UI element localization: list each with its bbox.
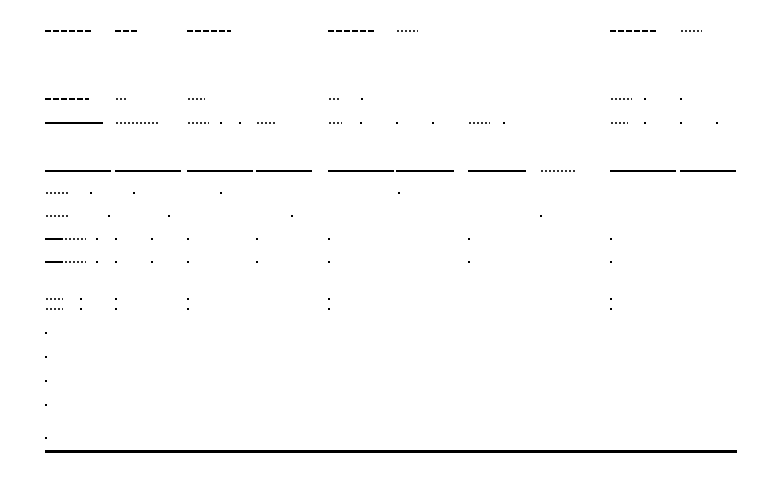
body-mark <box>108 215 110 217</box>
divider-segment <box>187 170 253 172</box>
header-mark <box>503 122 505 124</box>
header-cell <box>396 30 418 32</box>
header-cell <box>45 122 103 124</box>
header-mark <box>396 122 398 124</box>
divider-segment <box>45 170 111 172</box>
body-cell <box>45 192 69 194</box>
divider-segment <box>396 170 454 172</box>
body-cell <box>64 261 86 263</box>
body-mark <box>168 215 170 217</box>
header-cell <box>680 30 702 32</box>
body-mark <box>610 308 612 310</box>
header-mark <box>361 98 363 100</box>
body-mark <box>133 192 135 194</box>
body-mark <box>328 308 330 310</box>
body-mark <box>115 238 117 240</box>
header-cell <box>610 122 628 124</box>
header-cell <box>328 122 342 124</box>
header-cell <box>45 30 93 32</box>
divider-segment <box>115 170 181 172</box>
body-cell <box>64 238 86 240</box>
header-cell <box>328 30 374 32</box>
header-mark <box>220 122 222 124</box>
divider-segment <box>540 170 576 172</box>
body-mark <box>80 308 82 310</box>
body-mark <box>187 261 189 263</box>
header-mark <box>432 122 434 124</box>
body-row-8 <box>45 356 47 358</box>
body-mark <box>151 238 153 240</box>
header-mark <box>680 98 682 100</box>
body-mark <box>468 238 470 240</box>
body-mark <box>540 215 542 217</box>
body-cell <box>45 238 63 240</box>
header-cell <box>610 30 658 32</box>
header-cell <box>468 122 490 124</box>
body-mark <box>115 298 117 300</box>
body-mark <box>90 192 92 194</box>
header-cell <box>115 30 139 32</box>
body-mark <box>610 238 612 240</box>
header-mark <box>644 122 646 124</box>
body-mark <box>151 261 153 263</box>
body-row-7 <box>45 332 47 334</box>
body-mark <box>187 298 189 300</box>
header-cell <box>187 30 231 32</box>
body-mark <box>610 298 612 300</box>
header-cell <box>187 98 205 100</box>
divider-segment <box>328 170 394 172</box>
body-mark <box>256 261 258 263</box>
body-mark <box>328 261 330 263</box>
header-cell <box>256 122 276 124</box>
body-row-11 <box>45 437 47 439</box>
header-mark <box>239 122 241 124</box>
body-mark <box>96 261 98 263</box>
body-mark <box>115 261 117 263</box>
body-cell <box>45 308 63 310</box>
body-mark <box>115 308 117 310</box>
body-mark <box>80 298 82 300</box>
header-mark <box>716 122 718 124</box>
body-cell <box>45 215 69 217</box>
divider-segment <box>468 170 526 172</box>
body-mark <box>291 215 293 217</box>
header-mark <box>680 122 682 124</box>
body-row-10 <box>45 404 47 406</box>
divider-segment <box>256 170 312 172</box>
header-mark <box>360 122 362 124</box>
body-mark <box>187 308 189 310</box>
divider-segment <box>680 170 736 172</box>
header-cell <box>187 122 209 124</box>
body-mark <box>398 192 400 194</box>
table-bottom-rule <box>45 450 737 453</box>
header-mark <box>644 98 646 100</box>
body-mark <box>187 238 189 240</box>
header-cell <box>45 98 89 100</box>
body-mark <box>220 192 222 194</box>
body-mark <box>468 261 470 263</box>
body-cell <box>45 298 63 300</box>
body-mark <box>96 238 98 240</box>
header-cell <box>115 98 127 100</box>
header-cell <box>115 122 159 124</box>
header-cell <box>328 98 340 100</box>
body-mark <box>328 238 330 240</box>
body-mark <box>328 298 330 300</box>
body-mark <box>610 261 612 263</box>
divider-segment <box>610 170 676 172</box>
body-mark <box>256 238 258 240</box>
body-cell <box>45 261 63 263</box>
body-row-9 <box>45 380 47 382</box>
header-cell <box>610 98 632 100</box>
